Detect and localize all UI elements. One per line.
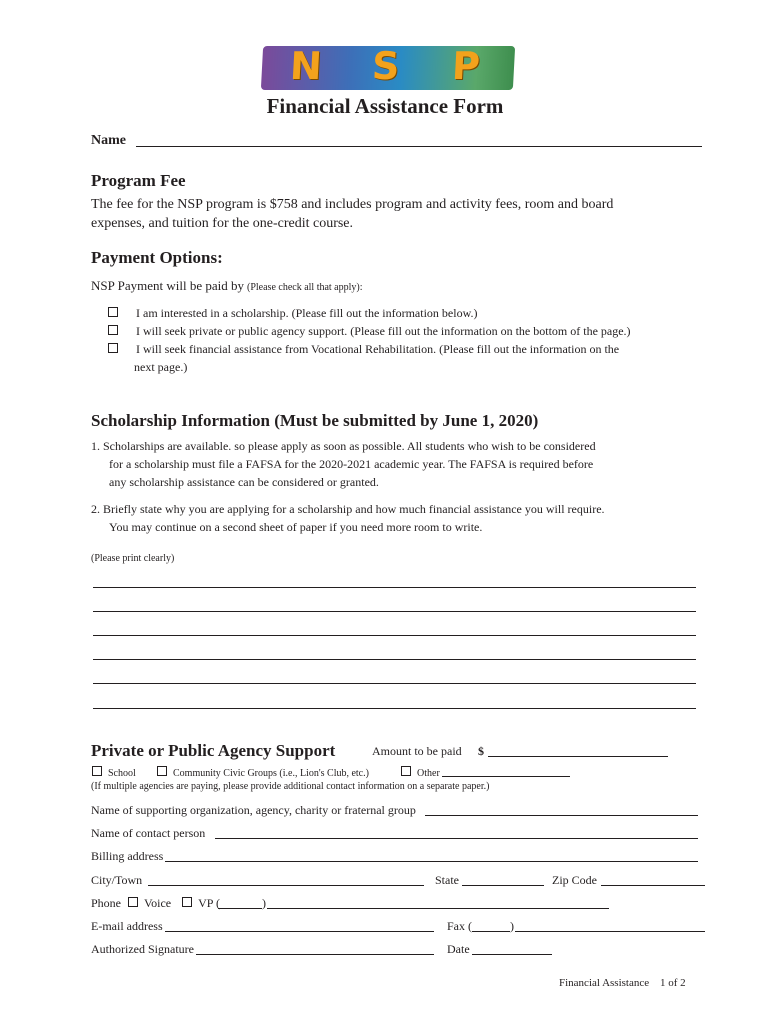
- write-line[interactable]: [93, 635, 696, 636]
- other-field[interactable]: [442, 776, 570, 777]
- agency-note: (If multiple agencies are paying, please provide additional contact information on a separate paper.): [91, 781, 490, 792]
- scholarship-item1: for a scholarship must file a FAFSA for the 2020-2021 academic year. The FAFSA is required before: [109, 457, 594, 471]
- phone-field[interactable]: [267, 908, 609, 909]
- logo-letter: N: [288, 44, 324, 88]
- logo-letter: S: [370, 44, 401, 88]
- checkbox[interactable]: [157, 766, 167, 776]
- fax-field[interactable]: [515, 931, 705, 932]
- email-label: E-mail address: [91, 919, 163, 933]
- form-title: Financial Assistance Form: [266, 94, 504, 118]
- contact-label: Name of contact person: [91, 826, 206, 840]
- email-field[interactable]: [165, 931, 434, 932]
- scholarship-item1: any scholarship assistance can be considered or granted.: [109, 475, 379, 489]
- write-line[interactable]: [93, 611, 696, 612]
- zip-label: Zip Code: [552, 873, 597, 887]
- date-field[interactable]: [472, 954, 552, 955]
- vp-areacode-field[interactable]: [218, 908, 262, 909]
- payment-option-vocrehab-cont: next page.): [134, 360, 188, 374]
- scholarship-item2: 2. Briefly state why you are applying for a scholarship and how much financial assistance you will require.: [91, 502, 605, 516]
- write-line[interactable]: [93, 708, 696, 709]
- billing-label: Billing address: [91, 849, 164, 863]
- scholarship-item2: You may continue on a second sheet of paper if you need more room to write.: [109, 520, 483, 534]
- vp-close: ): [262, 896, 266, 910]
- amount-symbol: $: [478, 744, 484, 758]
- checkbox[interactable]: [108, 343, 118, 353]
- payment-option-scholarship: I am interested in a scholarship. (Please fill out the information below.): [108, 306, 477, 321]
- page-number: 1 of 2: [660, 977, 686, 989]
- scholarship-item1: 1. Scholarships are available. so please apply as soon as possible. All students who wish to be considered: [91, 439, 596, 453]
- agency-heading: Private or Public Agency Support: [91, 741, 336, 760]
- signature-field[interactable]: [196, 954, 434, 955]
- payment-intro: NSP Payment will be paid by (Please check all that apply):: [91, 278, 363, 293]
- billing-field[interactable]: [165, 861, 698, 862]
- program-fee-text: The fee for the NSP program is $758 and includes program and activity fees, room and board: [91, 197, 614, 212]
- payment-heading: Payment Options:: [91, 248, 223, 267]
- nsp-logo: [261, 46, 515, 90]
- zip-field[interactable]: [601, 885, 705, 886]
- org-label: Name of supporting organization, agency, charity or fraternal group: [91, 803, 416, 817]
- program-fee-text: expenses, and tuition for the one-credit course.: [91, 216, 354, 231]
- org-field[interactable]: [425, 815, 698, 816]
- fax-close: ): [510, 919, 514, 933]
- amount-field[interactable]: [488, 756, 668, 757]
- amount-label: Amount to be paid: [372, 744, 462, 758]
- fax-label: Fax (: [447, 919, 472, 933]
- payment-option-agency: I will seek private or public agency support. (Please fill out the information on the bottom of the page.): [108, 324, 631, 339]
- signature-label: Authorized Signature: [91, 942, 194, 956]
- agency-option-school: School: [92, 766, 136, 779]
- name-label: Name: [91, 133, 126, 148]
- logo-letter: P: [450, 44, 482, 88]
- fax-areacode-field[interactable]: [472, 931, 510, 932]
- city-field[interactable]: [148, 885, 424, 886]
- write-line[interactable]: [93, 659, 696, 660]
- scholarship-heading: Scholarship Information (Must be submitted by June 1, 2020): [91, 411, 539, 430]
- agency-option-other: Other: [401, 766, 440, 779]
- print-note: (Please print clearly): [91, 553, 175, 564]
- checkbox[interactable]: [401, 766, 411, 776]
- checkbox[interactable]: [108, 307, 118, 317]
- payment-option-vocrehab: I will seek financial assistance from Vocational Rehabilitation. (Please fill out the information on the: [108, 342, 619, 357]
- checkbox[interactable]: [108, 325, 118, 335]
- agency-option-community: Community Civic Groups (i.e., Lion's Club, etc.): [157, 766, 369, 779]
- name-field[interactable]: [136, 146, 702, 147]
- contact-field[interactable]: [215, 838, 698, 839]
- program-fee-heading: Program Fee: [91, 171, 186, 190]
- city-label: City/Town: [91, 873, 143, 887]
- write-line[interactable]: [93, 587, 696, 588]
- checkbox[interactable]: [128, 897, 138, 907]
- state-label: State: [435, 873, 459, 887]
- checkbox[interactable]: [92, 766, 102, 776]
- phone-row: Phone Voice VP (: [91, 896, 220, 910]
- checkbox[interactable]: [182, 897, 192, 907]
- date-label: Date: [447, 942, 470, 956]
- write-line[interactable]: [93, 683, 696, 684]
- footer-label: Financial Assistance: [559, 977, 650, 989]
- state-field[interactable]: [462, 885, 544, 886]
